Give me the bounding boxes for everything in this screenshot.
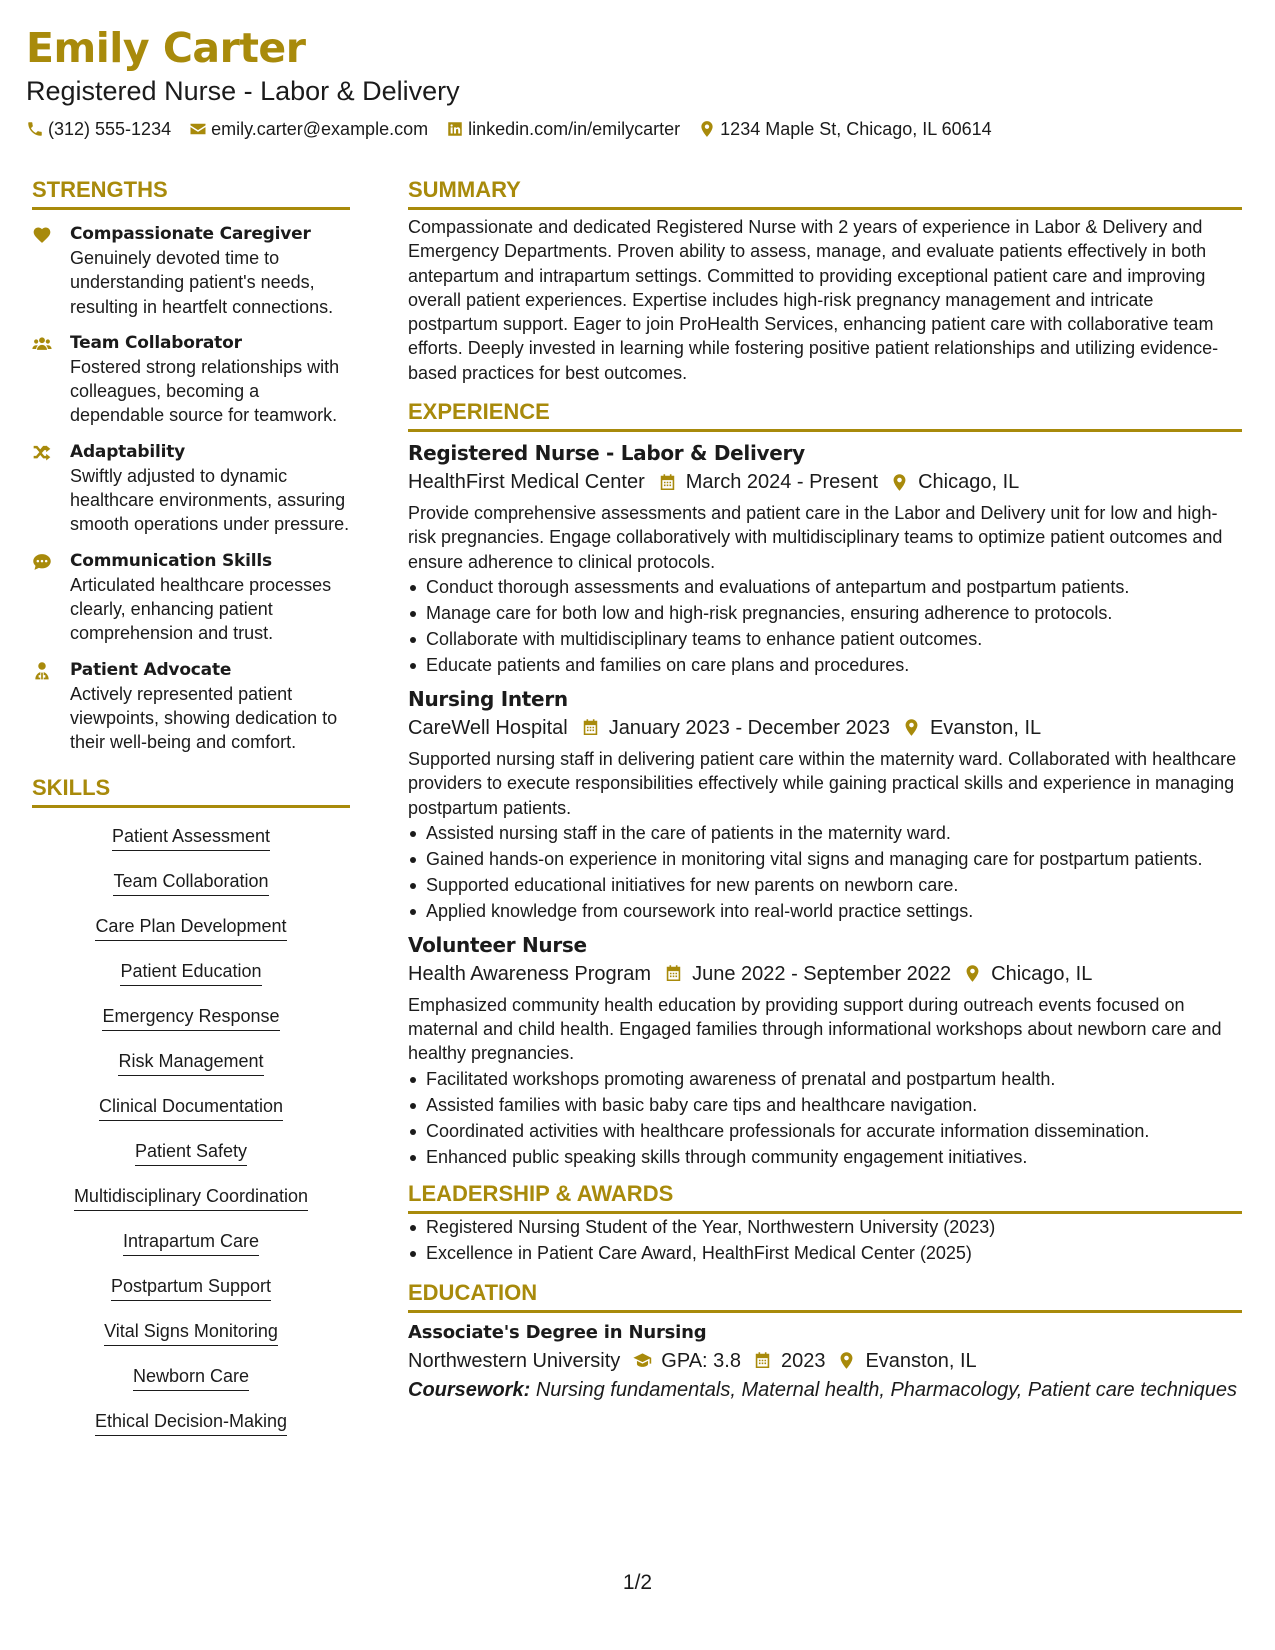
left-column bbox=[32, 176, 350, 1454]
gpa-text: GPA: 3.8 bbox=[661, 1349, 741, 1372]
job-location: Chicago, IL bbox=[918, 471, 1020, 494]
phone-icon bbox=[26, 120, 44, 138]
skills-heading: SKILLS bbox=[32, 774, 350, 808]
summary-heading: SUMMARY bbox=[408, 176, 1242, 210]
skill-tag: Newborn Care bbox=[133, 1364, 249, 1391]
job-organization: CareWell Hospital bbox=[408, 716, 568, 739]
job-dates: March 2024 - Present bbox=[685, 471, 879, 494]
skill-tag: Intrapartum Care bbox=[123, 1229, 259, 1256]
list-item: Assisted nursing staff in the care of patients in the maternity ward. bbox=[408, 821, 1242, 845]
map-pin-icon bbox=[698, 120, 716, 138]
job-meta bbox=[408, 959, 1242, 989]
contact-bar bbox=[26, 118, 1246, 140]
job-entry bbox=[408, 440, 1242, 677]
map-pin-icon bbox=[902, 718, 921, 737]
list-item: Collaborate with multidisciplinary teams to enhance patient outcomes. bbox=[408, 627, 1242, 651]
contact-linkedin[interactable] bbox=[446, 118, 680, 140]
job-description: Provide comprehensive assessments and patient care in the Labor and Delivery unit for low and high-risk pregnancies. Engage collaboratively with multidisciplinary teams to optimize patient outcomes and ensure adherence to clinical protocols. bbox=[408, 503, 1223, 572]
skill-tag: Patient Safety bbox=[135, 1139, 247, 1166]
resume-header bbox=[26, 22, 1246, 140]
leadership-list bbox=[408, 1215, 1242, 1265]
candidate-name: Emily Carter bbox=[26, 24, 306, 72]
candidate-role: Registered Nurse - Labor & Delivery bbox=[26, 76, 460, 106]
users-icon bbox=[32, 334, 52, 354]
job-meta bbox=[408, 467, 1242, 497]
job-organization: Health Awareness Program bbox=[408, 962, 652, 985]
job-entry bbox=[408, 932, 1242, 1169]
linkedin-text: linkedin.com/in/emilycarter bbox=[468, 119, 681, 139]
strength-item bbox=[32, 659, 350, 755]
calendar-icon bbox=[753, 1351, 772, 1370]
strength-description: Actively represented patient viewpoints, showing dedication to their well-being and comfort. bbox=[70, 683, 338, 753]
skill-tag: Multidisciplinary Coordination bbox=[74, 1184, 308, 1211]
graduation-cap-icon bbox=[633, 1351, 652, 1370]
job-organization: HealthFirst Medical Center bbox=[408, 471, 645, 494]
calendar-icon bbox=[664, 964, 683, 983]
email-text: emily.carter@example.com bbox=[211, 119, 429, 139]
envelope-icon bbox=[189, 120, 207, 138]
coursework-label: Coursework: bbox=[408, 1378, 531, 1401]
strength-item bbox=[32, 550, 350, 646]
strength-description: Genuinely devoted time to understanding patient's needs, resulting in heartfelt connections. bbox=[70, 248, 334, 317]
skills-list bbox=[32, 824, 350, 1454]
summary-text: Compassionate and dedicated Registered Nurse with 2 years of experience in Labor & Delivery and Emergency Departments. Proven ability to assess, manage, and evaluate patients effectively in both antepartum and intrapartum settings. Committed to providing exceptional patient care and improving overall patient experiences. Expertise includes high-risk pregnancy management and intricate postpartum support. Eager to join ProHealth Services, enhancing patient care with collaborative team efforts. Deeply invested in learning while fostering positive patient relationships and utilizing evidence-based practices for best outcomes. bbox=[408, 217, 1219, 383]
list-item: Conduct thorough assessments and evaluations of antepartum and postpartum patients. bbox=[408, 575, 1242, 599]
list-item: Enhanced public speaking skills through community engagement initiatives. bbox=[408, 1145, 1242, 1169]
contact-address bbox=[698, 118, 992, 140]
right-column bbox=[408, 176, 1242, 1403]
list-item: Gained hands-on experience in monitoring vital signs and managing care for postpartum patients. bbox=[408, 847, 1242, 871]
map-pin-icon bbox=[963, 964, 982, 983]
strength-description: Swiftly adjusted to dynamic healthcare environments, assuring smooth operations under pressure. bbox=[70, 465, 350, 535]
phone-text: (312) 555-1234 bbox=[48, 119, 172, 139]
skill-tag: Vital Signs Monitoring bbox=[104, 1319, 278, 1346]
degree-title: Associate's Degree in Nursing bbox=[408, 1321, 707, 1343]
skill-tag: Team Collaboration bbox=[113, 869, 268, 896]
job-title: Registered Nurse - Labor & Delivery bbox=[408, 441, 805, 466]
map-pin-icon bbox=[890, 473, 909, 492]
skill-tag: Ethical Decision-Making bbox=[95, 1409, 287, 1436]
leadership-heading: LEADERSHIP & AWARDS bbox=[408, 1180, 1242, 1214]
skill-tag: Patient Assessment bbox=[112, 824, 270, 851]
calendar-icon bbox=[581, 718, 600, 737]
job-location: Evanston, IL bbox=[929, 716, 1042, 739]
job-description: Emphasized community health education by providing support during outreach events focused on maternal and child health. Engaged families through informational workshops about newborn care and healthy pregnancies. bbox=[408, 994, 1222, 1064]
shuffle-icon bbox=[32, 443, 52, 463]
list-item: Excellence in Patient Care Award, HealthFirst Medical Center (2025) bbox=[408, 1241, 1242, 1265]
job-title: Nursing Intern bbox=[408, 686, 568, 711]
job-location: Chicago, IL bbox=[991, 962, 1093, 985]
strength-title: Compassionate Caregiver bbox=[70, 224, 311, 244]
list-item: Applied knowledge from coursework into real-world practice settings. bbox=[408, 899, 1242, 923]
strength-title: Patient Advocate bbox=[70, 659, 232, 680]
job-bullets bbox=[408, 575, 1242, 677]
linkedin-icon bbox=[446, 120, 464, 138]
education-heading: EDUCATION bbox=[408, 1279, 1242, 1313]
job-title: Volunteer Nurse bbox=[408, 932, 587, 957]
graduation-year: 2023 bbox=[780, 1349, 826, 1372]
experience-heading: EXPERIENCE bbox=[408, 398, 1242, 432]
skill-tag: Postpartum Support bbox=[111, 1274, 271, 1301]
strength-item bbox=[32, 332, 350, 428]
strength-item bbox=[32, 223, 350, 319]
coursework-text: Nursing fundamentals, Maternal health, Pharmacology, Patient care techniques bbox=[535, 1378, 1237, 1401]
map-pin-icon bbox=[837, 1351, 856, 1370]
job-bullets bbox=[408, 821, 1242, 923]
contact-email[interactable] bbox=[189, 118, 428, 140]
list-item: Educate patients and families on care plans and procedures. bbox=[408, 653, 1242, 677]
address-text: 1234 Maple St, Chicago, IL 60614 bbox=[720, 119, 992, 139]
job-entry bbox=[408, 686, 1242, 923]
strength-title: Adaptability bbox=[70, 441, 186, 462]
job-description: Supported nursing staff in delivering patient care within the maternity ward. Collaborated with healthcare providers to execute responsibilities effectively while gaining practical skills and experience in managing postpartum patients. bbox=[408, 748, 1237, 818]
list-item: Manage care for both low and high-risk pregnancies, ensuring adherence to protocols. bbox=[408, 601, 1242, 625]
skill-tag: Patient Education bbox=[120, 959, 261, 986]
coursework bbox=[408, 1378, 1242, 1403]
job-bullets bbox=[408, 1067, 1242, 1169]
skill-tag: Risk Management bbox=[118, 1049, 263, 1076]
skill-tag: Clinical Documentation bbox=[99, 1094, 283, 1121]
strength-item bbox=[32, 441, 350, 537]
calendar-icon bbox=[658, 473, 677, 492]
list-item: Supported educational initiatives for new parents on newborn care. bbox=[408, 873, 1242, 897]
education-meta bbox=[408, 1346, 1242, 1376]
strengths-heading: STRENGTHS bbox=[32, 176, 350, 210]
contact-phone[interactable] bbox=[26, 118, 171, 140]
comment-icon bbox=[32, 552, 52, 572]
strength-description: Articulated healthcare processes clearly, enhancing patient comprehension and trust. bbox=[70, 574, 332, 644]
school-name: Northwestern University bbox=[408, 1349, 621, 1372]
strength-description: Fostered strong relationships with colleagues, becoming a dependable source for teamwork. bbox=[70, 356, 340, 426]
job-dates: June 2022 - September 2022 bbox=[692, 962, 952, 985]
list-item: Facilitated workshops promoting awareness of prenatal and postpartum health. bbox=[408, 1067, 1242, 1091]
skill-tag: Emergency Response bbox=[102, 1004, 279, 1031]
list-item: Assisted families with basic baby care tips and healthcare navigation. bbox=[408, 1093, 1242, 1117]
school-location: Evanston, IL bbox=[865, 1349, 977, 1372]
user-doctor-icon bbox=[32, 661, 52, 681]
job-dates: January 2023 - December 2023 bbox=[608, 716, 890, 739]
skill-tag: Care Plan Development bbox=[95, 914, 286, 941]
list-item: Registered Nursing Student of the Year, Northwestern University (2023) bbox=[408, 1215, 1242, 1239]
list-item: Coordinated activities with healthcare professionals for accurate information dissemination. bbox=[408, 1119, 1242, 1143]
strength-title: Team Collaborator bbox=[70, 332, 242, 353]
heart-icon bbox=[32, 225, 52, 245]
page-number: 1/2 bbox=[622, 1571, 653, 1594]
job-meta bbox=[408, 713, 1242, 743]
strength-title: Communication Skills bbox=[70, 550, 272, 571]
